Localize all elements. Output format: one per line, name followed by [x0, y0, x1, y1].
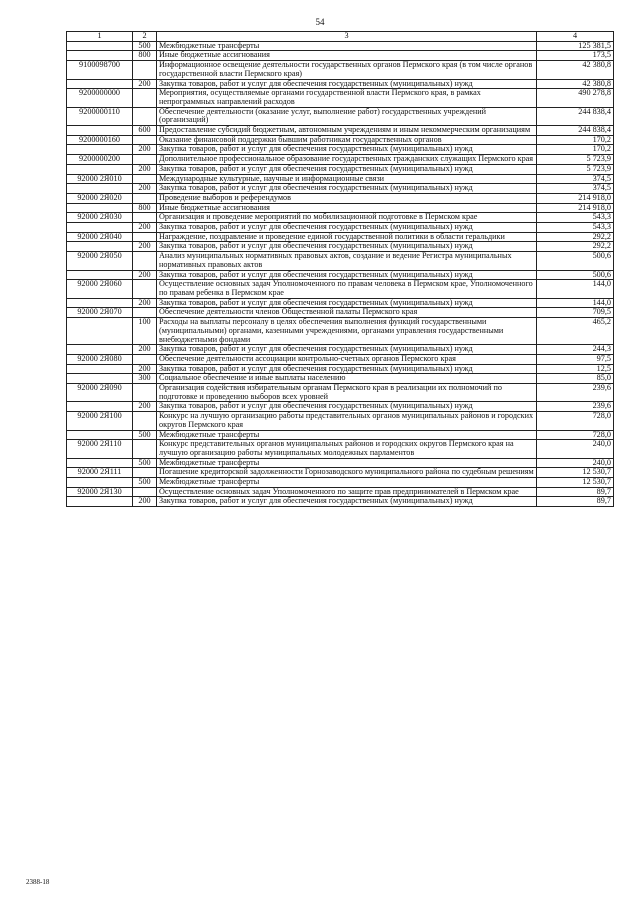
table-row [67, 193, 614, 203]
expense-type-code [133, 412, 157, 430]
target-article-code: 92000 2Я110 [67, 440, 133, 458]
table-row [67, 164, 614, 174]
amount-value: 244 838,4 [537, 126, 614, 136]
expense-type-code: 800 [133, 51, 157, 61]
item-description: Межбюджетные трансферты [157, 478, 537, 488]
item-description: Закупка товаров, работ и услуг для обеспечения государственных (муниципальных) нужд [157, 364, 537, 374]
amount-value: 5 723,9 [537, 155, 614, 165]
amount-value: 374,5 [537, 184, 614, 194]
amount-value: 465,2 [537, 318, 614, 345]
expense-type-code [133, 155, 157, 165]
expense-type-code: 100 [133, 318, 157, 345]
table-row [67, 61, 614, 79]
expense-type-code: 300 [133, 374, 157, 384]
target-article-code: 9200000110 [67, 107, 133, 125]
item-description: Закупка товаров, работ и услуг для обеспечения государственных (муниципальных) нужд [157, 79, 537, 89]
column-header-1: 1 [67, 32, 133, 42]
amount-value: 500,6 [537, 252, 614, 270]
item-description: Дополнительное профессиональное образование государственных гражданских служащих Пермского края [157, 155, 537, 165]
expense-type-code: 500 [133, 41, 157, 51]
item-description: Межбюджетные трансферты [157, 430, 537, 440]
item-description: Обеспечение деятельности членов Общественной палаты Пермского края [157, 308, 537, 318]
item-description: Иные бюджетные ассигнования [157, 51, 537, 61]
target-article-code [67, 41, 133, 51]
expense-type-code: 200 [133, 298, 157, 308]
target-article-code: 92000 2Я050 [67, 252, 133, 270]
item-description: Международные культурные, научные и информационные связи [157, 174, 537, 184]
expense-type-code [133, 193, 157, 203]
table-row [67, 440, 614, 458]
item-description: Организация содействия избирательным органам Пермского края в реализации их полномочий по подготовке и проведению выборов всех уровней [157, 384, 537, 402]
table-row [67, 223, 614, 233]
footer-code: 2388-18 [26, 878, 50, 886]
amount-value: 239,6 [537, 402, 614, 412]
amount-value: 240,0 [537, 458, 614, 468]
target-article-code [67, 223, 133, 233]
amount-value: 89,7 [537, 497, 614, 507]
table-row [67, 345, 614, 355]
target-article-code: 9200000200 [67, 155, 133, 165]
item-description: Закупка товаров, работ и услуг для обеспечения государственных (муниципальных) нужд [157, 270, 537, 280]
item-description: Конкурс на лучшую организацию работы представительных органов муниципальных районов и городских округов Пермского края [157, 412, 537, 430]
amount-value: 12 530,7 [537, 468, 614, 478]
target-article-code: 92000 2Я010 [67, 174, 133, 184]
target-article-code: 92000 2Я060 [67, 280, 133, 298]
amount-value: 85,0 [537, 374, 614, 384]
item-description: Конкурс представительных органов муниципальных районов и городских округов Пермского края на лучшую организацию работы муниципальных молодежных парламентов [157, 440, 537, 458]
amount-value: 490 278,8 [537, 89, 614, 107]
item-description: Закупка товаров, работ и услуг для обеспечения государственных (муниципальных) нужд [157, 345, 537, 355]
item-description: Межбюджетные трансферты [157, 41, 537, 51]
target-article-code [67, 126, 133, 136]
expense-type-code: 200 [133, 270, 157, 280]
amount-value: 244,3 [537, 345, 614, 355]
amount-value: 214 918,0 [537, 193, 614, 203]
expense-type-code: 200 [133, 345, 157, 355]
amount-value: 144,0 [537, 298, 614, 308]
target-article-code: 92000 2Я040 [67, 232, 133, 242]
target-article-code: 92000 2Я020 [67, 193, 133, 203]
amount-value: 500,6 [537, 270, 614, 280]
expense-type-code: 200 [133, 242, 157, 252]
table-body [67, 41, 614, 506]
table-row [67, 412, 614, 430]
amount-value: 240,0 [537, 440, 614, 458]
target-article-code [67, 497, 133, 507]
item-description: Осуществление основных задач Уполномоченного по защите прав предпринимателей в Пермском крае [157, 487, 537, 497]
amount-value: 728,0 [537, 430, 614, 440]
table-row [67, 478, 614, 488]
item-description: Закупка товаров, работ и услуг для обеспечения государственных (муниципальных) нужд [157, 184, 537, 194]
column-header-3: 3 [157, 32, 537, 42]
target-article-code: 92000 2Я080 [67, 354, 133, 364]
table-row [67, 497, 614, 507]
amount-value: 244 838,4 [537, 107, 614, 125]
item-description: Обеспечение деятельности (оказание услуг, выполнение работ) государственных учреждений (организаций) [157, 107, 537, 125]
table-header-row [67, 32, 614, 42]
table-row [67, 126, 614, 136]
amount-value: 543,3 [537, 213, 614, 223]
expense-type-code [133, 61, 157, 79]
item-description: Закупка товаров, работ и услуг для обеспечения государственных (муниципальных) нужд [157, 298, 537, 308]
target-article-code [67, 318, 133, 345]
amount-value: 42 380,8 [537, 79, 614, 89]
item-description: Предоставление субсидий бюджетным, автономным учреждениям и иным некоммерческим организациям [157, 126, 537, 136]
amount-value: 543,3 [537, 223, 614, 233]
target-article-code: 92000 2Я130 [67, 487, 133, 497]
expense-type-code: 500 [133, 430, 157, 440]
amount-value: 292,2 [537, 242, 614, 252]
item-description: Информационное освещение деятельности государственных органов Пермского края (в том числе органов государственной власти Пермского края) [157, 61, 537, 79]
expense-type-code: 200 [133, 364, 157, 374]
item-description: Оказание финансовой поддержки бывшим работникам государственных органов [157, 135, 537, 145]
item-description: Закупка товаров, работ и услуг для обеспечения государственных (муниципальных) нужд [157, 145, 537, 155]
expense-type-code: 500 [133, 458, 157, 468]
item-description: Закупка товаров, работ и услуг для обеспечения государственных (муниципальных) нужд [157, 164, 537, 174]
item-description: Закупка товаров, работ и услуг для обеспечения государственных (муниципальных) нужд [157, 242, 537, 252]
expense-type-code: 200 [133, 164, 157, 174]
item-description: Осуществление основных задач Уполномоченного по правам человека в Пермском крае, Уполномоченного по правам ребенка в Пермском крае [157, 280, 537, 298]
budget-table [66, 31, 614, 507]
table-row [67, 252, 614, 270]
table-row [67, 280, 614, 298]
expense-type-code [133, 107, 157, 125]
target-article-code: 92000 2Я111 [67, 468, 133, 478]
target-article-code: 92000 2Я030 [67, 213, 133, 223]
target-article-code [67, 478, 133, 488]
amount-value: 42 380,8 [537, 61, 614, 79]
amount-value: 728,0 [537, 412, 614, 430]
table-row [67, 318, 614, 345]
amount-value: 709,5 [537, 308, 614, 318]
expense-type-code [133, 354, 157, 364]
expense-type-code: 800 [133, 203, 157, 213]
amount-value: 170,2 [537, 135, 614, 145]
target-article-code [67, 164, 133, 174]
target-article-code: 9200000160 [67, 135, 133, 145]
target-article-code: 92000 2Я070 [67, 308, 133, 318]
item-description: Закупка товаров, работ и услуг для обеспечения государственных (муниципальных) нужд [157, 497, 537, 507]
expense-type-code [133, 89, 157, 107]
expense-type-code: 500 [133, 478, 157, 488]
item-description: Иные бюджетные ассигнования [157, 203, 537, 213]
item-description: Проведение выборов и референдумов [157, 193, 537, 203]
amount-value: 89,7 [537, 487, 614, 497]
table-row [67, 107, 614, 125]
column-header-2: 2 [133, 32, 157, 42]
target-article-code: 92000 2Я100 [67, 412, 133, 430]
item-description: Межбюджетные трансферты [157, 458, 537, 468]
expense-type-code: 200 [133, 497, 157, 507]
item-description: Погашение кредиторской задолженности Горнозаводского муниципального района по судебным решениям [157, 468, 537, 478]
amount-value: 374,5 [537, 174, 614, 184]
target-article-code: 9200000000 [67, 89, 133, 107]
expense-type-code: 200 [133, 223, 157, 233]
expense-type-code: 200 [133, 184, 157, 194]
amount-value: 173,5 [537, 51, 614, 61]
target-article-code [67, 364, 133, 374]
amount-value: 12 530,7 [537, 478, 614, 488]
page-number: 54 [315, 17, 325, 27]
amount-value: 97,5 [537, 354, 614, 364]
table-row [67, 155, 614, 165]
item-description: Мероприятия, осуществляемые органами государственной власти Пермского края, в рамках непрограммных направлений расходов [157, 89, 537, 107]
item-description: Социальное обеспечение и иные выплаты населению [157, 374, 537, 384]
item-description: Расходы на выплаты персоналу в целях обеспечения выполнения функций государственными (муниципальными) органами, казенными учреждениями, органами управления государственными внебюджетными фондами [157, 318, 537, 345]
expense-type-code: 600 [133, 126, 157, 136]
item-description: Организация и проведение мероприятий по мобилизационной подготовке в Пермском крае [157, 213, 537, 223]
amount-value: 12,5 [537, 364, 614, 374]
expense-type-code [133, 440, 157, 458]
item-description: Обеспечение деятельности ассоциации контрольно-счетных органов Пермского края [157, 354, 537, 364]
amount-value: 125 381,5 [537, 41, 614, 51]
table-row [67, 354, 614, 364]
item-description: Анализ муниципальных нормативных правовых актов, создание и ведение Регистра муниципальных нормативных правовых актов [157, 252, 537, 270]
amount-value: 239,6 [537, 384, 614, 402]
expense-type-code [133, 384, 157, 402]
expense-type-code: 200 [133, 402, 157, 412]
amount-value: 144,0 [537, 280, 614, 298]
target-article-code [67, 345, 133, 355]
item-description: Закупка товаров, работ и услуг для обеспечения государственных (муниципальных) нужд [157, 223, 537, 233]
target-article-code: 9100098700 [67, 61, 133, 79]
target-article-code [67, 184, 133, 194]
item-description: Закупка товаров, работ и услуг для обеспечения государственных (муниципальных) нужд [157, 402, 537, 412]
item-description: Награждение, поздравление и проведение единой государственной политики в области геральдики [157, 232, 537, 242]
expense-type-code: 200 [133, 79, 157, 89]
expense-type-code: 200 [133, 145, 157, 155]
column-header-4: 4 [537, 32, 614, 42]
table-row [67, 89, 614, 107]
amount-value: 170,2 [537, 145, 614, 155]
amount-value: 214 918,0 [537, 203, 614, 213]
table-row [67, 184, 614, 194]
table-row [67, 384, 614, 402]
amount-value: 292,2 [537, 232, 614, 242]
amount-value: 5 723,9 [537, 164, 614, 174]
expense-type-code [133, 252, 157, 270]
target-article-code: 92000 2Я090 [67, 384, 133, 402]
expense-type-code [133, 280, 157, 298]
